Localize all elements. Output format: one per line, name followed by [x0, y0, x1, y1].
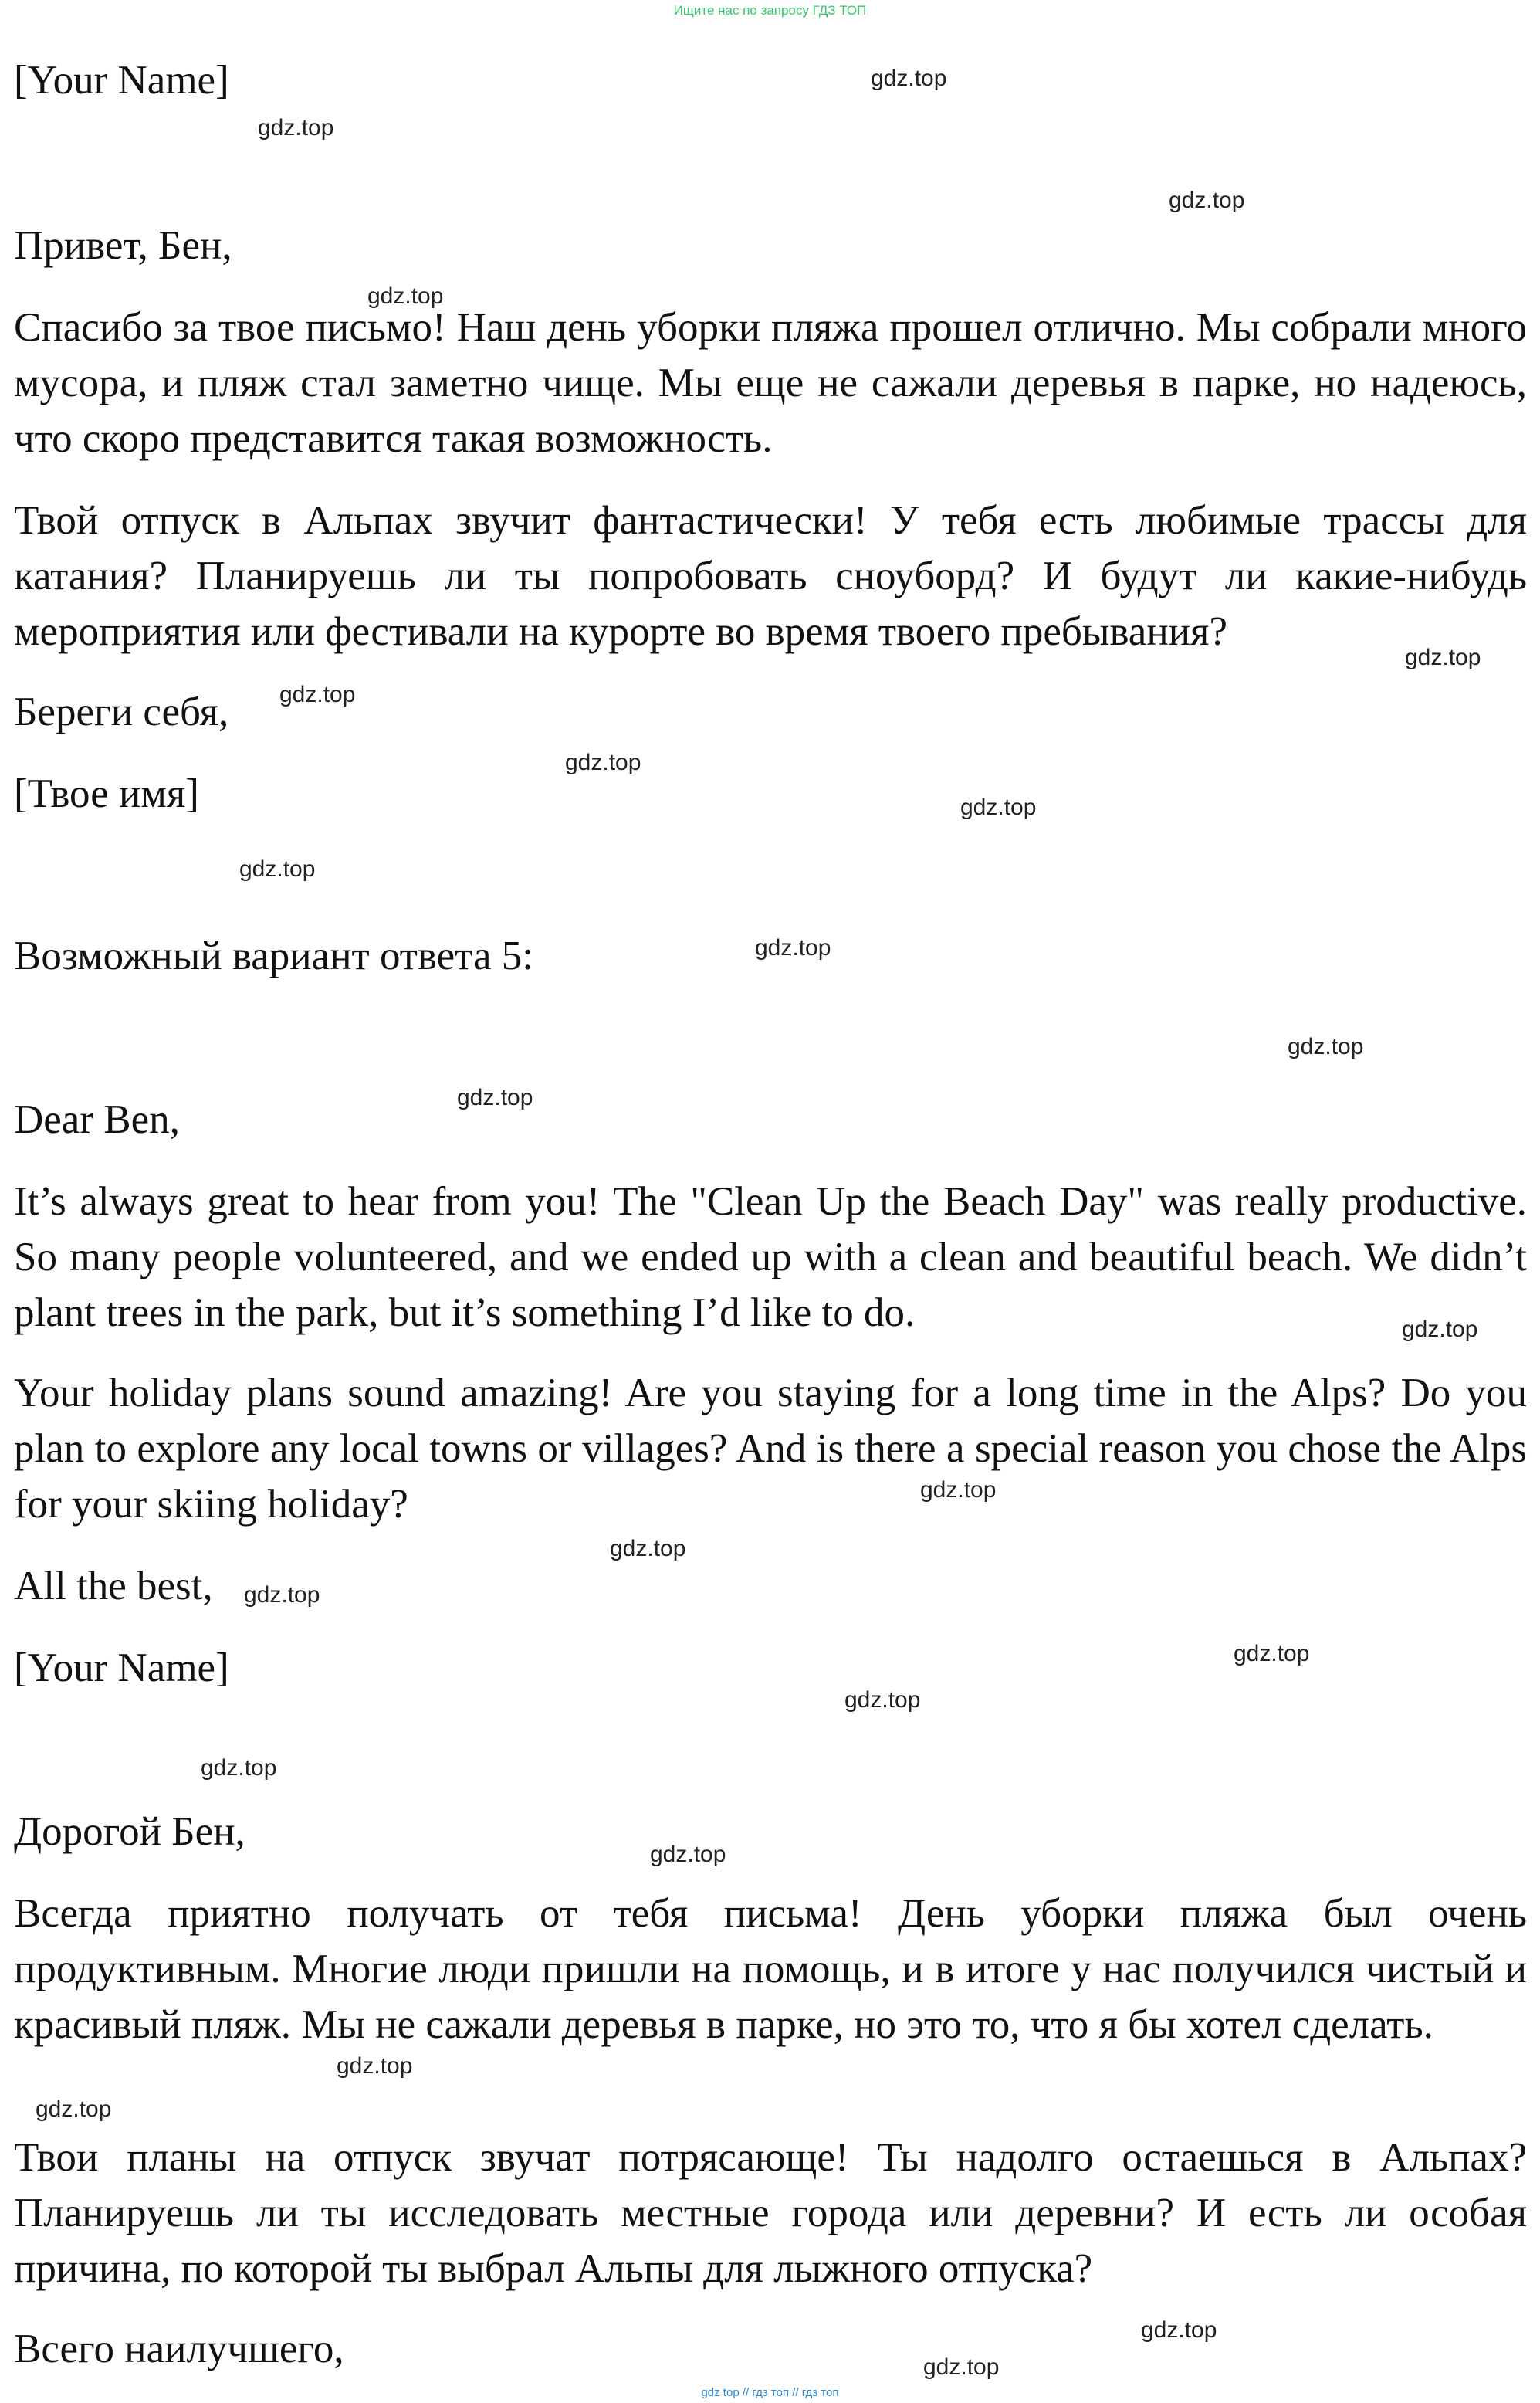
top-banner: Ищите нас по запросу ГДЗ ТОП [673, 3, 867, 18]
watermark: gdz.top [844, 1687, 921, 1713]
watermark: gdz.top [457, 1085, 533, 1110]
watermark: gdz.top [36, 2096, 112, 2122]
watermark: gdz.top [1169, 188, 1245, 213]
bottom-banner: gdz top // гдз топ // гдз топ [701, 2386, 839, 2399]
paragraph-ru-1b: Твой отпуск в Альпах звучит фантастически! У тебя есть любимые трассы для катания? Планируешь ли ты попробовать сноуборд? И будут ли какие-нибудь мероприятия или фестивали на курорте во время твоего пребывания? [14, 498, 1527, 654]
watermark: gdz.top [1234, 1641, 1310, 1666]
paragraph-ru-2b: Твои планы на отпуск звучат потрясающе! Ты надолго остаешься в Альпах? Планируешь ли ты исследовать местные города или деревни? И есть ли особая причина, по которой ты выбрал Альпы для лыжного отпуска? [14, 2135, 1527, 2291]
closing-ru-2: Всего наилучшего, [14, 2327, 344, 2371]
closing-en: All the best, [14, 1564, 213, 1608]
signature-ru-1: [Твое имя] [14, 771, 199, 816]
watermark: gdz.top [650, 1842, 726, 1867]
signature-top: [Your Name] [14, 58, 229, 103]
paragraph-en-2: Your holiday plans sound amazing! Are you staying for a long time in the Alps? Do you plan to explore any local towns or villages? And is there a special reason you chose the Alps for your skiing holiday? [14, 1371, 1527, 1527]
watermark: gdz.top [279, 682, 356, 707]
watermark: gdz.top [923, 2354, 1000, 2380]
watermark: gdz.top [367, 283, 444, 309]
watermark: gdz.top [1141, 2317, 1217, 2343]
watermark: gdz.top [1402, 1317, 1478, 1342]
watermark: gdz.top [755, 935, 831, 961]
variant-heading: Возможный вариант ответа 5: [14, 934, 533, 978]
watermark: gdz.top [244, 1582, 320, 1608]
greeting-ru-2: Дорогой Бен, [14, 1809, 245, 1854]
watermark: gdz.top [960, 795, 1037, 820]
watermark: gdz.top [565, 750, 641, 775]
watermark: gdz.top [1405, 645, 1481, 670]
signature-en: [Your Name] [14, 1645, 229, 1690]
watermark: gdz.top [871, 66, 947, 91]
paragraph-en-1: It’s always great to hear from you! The "Clean Up the Beach Day" was really productive. So many people volunteered, and we ended up with a clean and beautiful beach. We didn’t plant trees in the park, but it’s something I’d like to do. [14, 1179, 1527, 1335]
watermark: gdz.top [201, 1755, 277, 1781]
watermark: gdz.top [920, 1477, 997, 1503]
watermark: gdz.top [1288, 1034, 1364, 1059]
watermark: gdz.top [239, 856, 316, 882]
closing-ru-1: Береги себя, [14, 690, 229, 734]
paragraph-ru-1a: Спасибо за твое письмо! Наш день уборки пляжа прошел отлично. Мы собрали много мусора, и пляж стал заметно чище. Мы еще не сажали деревья в парке, но надеюсь, что скоро представится такая возможность. [14, 305, 1527, 461]
watermark: gdz.top [258, 115, 334, 141]
greeting-ru-1: Привет, Бен, [14, 223, 232, 268]
greeting-en: Dear Ben, [14, 1097, 180, 1142]
watermark: gdz.top [610, 1536, 686, 1561]
watermark: gdz.top [337, 2053, 413, 2079]
paragraph-ru-2a: Всегда приятно получать от тебя письма! День уборки пляжа был очень продуктивным. Многие люди пришли на помощь, и в итоге у нас получился чистый и красивый пляж. Мы не сажали деревья в парке, но это то, что я бы хотел сделать. [14, 1891, 1527, 2047]
